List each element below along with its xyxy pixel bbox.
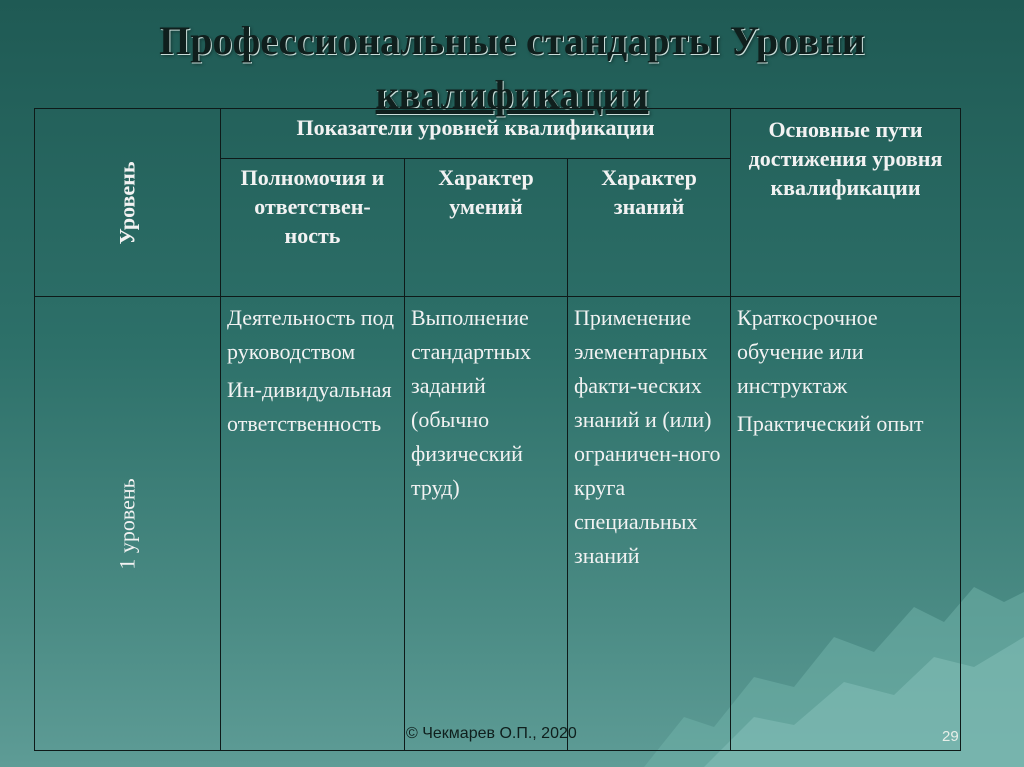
authority-text-1: Деятельность под руководством bbox=[227, 305, 395, 364]
row-level-cell bbox=[35, 297, 221, 751]
paths-text-1: Краткосрочное обучение или инструктаж bbox=[737, 305, 878, 398]
skills-text: Выполнение стандартных заданий (обычно физический труд) bbox=[411, 305, 532, 500]
knowledge-text: Применение элементарных факти-ческих знаний и (или) ограничен-ного круга специальных знаний bbox=[574, 305, 721, 568]
authority-header: Полномочия и ответствен-ность bbox=[221, 159, 405, 297]
skills-header: Характер умений bbox=[405, 159, 568, 297]
knowledge-cell bbox=[568, 297, 731, 751]
row-level-label: 1 уровень bbox=[114, 477, 140, 570]
paths-cell bbox=[731, 297, 961, 751]
level-header: Уровень bbox=[114, 161, 140, 244]
qualification-table bbox=[34, 108, 961, 751]
slide-title-line2: квалификации bbox=[375, 72, 649, 117]
authority-cell bbox=[221, 297, 405, 751]
page-number: 29 bbox=[942, 728, 959, 745]
slide-title-line1: Профессиональные стандарты Уровни bbox=[159, 18, 865, 63]
indicators-header: Показатели уровней квалификации bbox=[221, 109, 731, 159]
level-header-cell bbox=[35, 109, 221, 297]
footer-copyright: © Чекмарев О.П., 2020 bbox=[406, 725, 577, 742]
paths-header: Основные пути достижения уровня квалификации bbox=[731, 109, 961, 297]
paths-text-2: Практический опыт bbox=[737, 411, 924, 436]
skills-cell bbox=[405, 297, 568, 751]
knowledge-header: Характер знаний bbox=[568, 159, 731, 297]
authority-text-2: Ин-дивидуальная ответственность bbox=[227, 377, 392, 436]
